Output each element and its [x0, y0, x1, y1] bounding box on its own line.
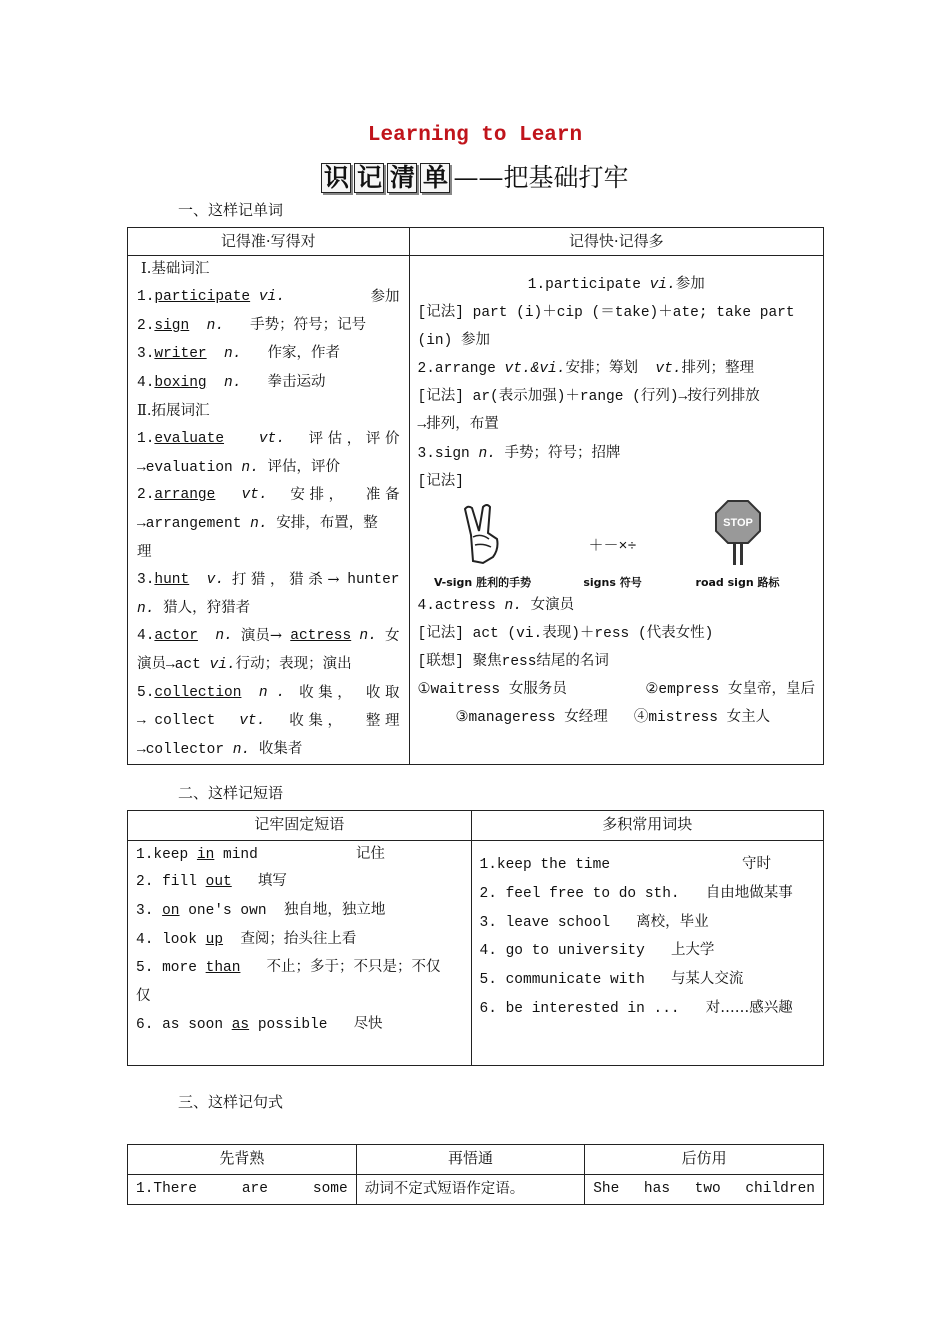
phrase-item: 5. more than 不止；多于；不只是；不仅	[136, 959, 441, 977]
memo-list: ①waitress 女服务员 ②empress 女皇帝，皇后	[417, 681, 815, 698]
sentences-col-header: 后仿用	[585, 1145, 824, 1175]
phrase-item: 3. on one's own 独自地，独立地	[136, 901, 386, 919]
chunk-item: 4. go to university 上大学	[479, 942, 715, 960]
memo-method: [记法] part (i)＋cip (＝take)＋ate; take part	[417, 304, 795, 321]
ext-vocab-heading: Ⅱ.拓展词汇	[137, 402, 210, 419]
vocab-item: 1.evaluate vt. 评 估 ， 评 价	[137, 430, 400, 447]
vocab-col-right-header: 记得快·记得多	[409, 228, 823, 256]
memo-method: (in) 参加	[417, 332, 491, 349]
vocab-item-derivative: → collect vt. 收 集 ， 整 理	[137, 712, 400, 729]
chunk-item: 1.keep the time 守时	[479, 856, 772, 873]
phrases-left-cell	[128, 841, 472, 1066]
victory-hand-icon	[453, 503, 513, 565]
memo-item: 1.participate vi.参加	[527, 276, 705, 293]
phrase-item: 4. look up 查阅；抬头往上看	[136, 930, 357, 948]
page-title: Learning to Learn	[367, 124, 583, 147]
phrases-col-left-header: 记牢固定短语	[128, 811, 472, 841]
vocab-item: 2.sign n. 手势；符号；记号	[137, 316, 367, 334]
stop-sign-text: STOP	[722, 516, 753, 529]
phrase-item: 2. fill out 填写	[136, 873, 287, 890]
sentences-col-header: 先背熟	[128, 1145, 357, 1175]
vocab-item: 5.collection n . 收 集 ， 收 取	[137, 684, 400, 701]
memo-method: [记法] act (vi.表现)＋ress (代表女性)	[417, 626, 714, 643]
signs-caption: signs 符号	[583, 576, 642, 590]
sentence-recite-cell: 1.There are some	[128, 1175, 357, 1205]
vsign-caption: V-sign 胜利的手势	[433, 576, 532, 590]
phrases-table	[127, 810, 824, 1066]
phrases-right-cell	[471, 841, 824, 1066]
memo-method: [记法] ar(表示加强)＋range (行列)→按行列排放	[417, 389, 760, 406]
phrase-item: 1.keep in mind 记住	[136, 846, 385, 863]
phrase-item: 6. as soon as possible 尽快	[136, 1015, 383, 1033]
vocab-right-cell	[409, 256, 823, 765]
memo-item: 3.sign n. 手势；符号；招牌	[417, 444, 621, 462]
section-heading-vocab: 一、这样记单词	[178, 201, 284, 219]
memo-method: →排列，布置	[417, 416, 499, 433]
chunk-item: 2. feel free to do sth. 自由地做某事	[479, 884, 793, 902]
basic-vocab-heading: Ⅰ.基础词汇	[141, 261, 210, 277]
vocab-item: 3.writer n. 作家，作者	[137, 345, 341, 363]
sentence-imitate-cell: She has two children	[585, 1175, 824, 1205]
vsign-figure	[418, 503, 548, 591]
memo-list: ③manageress 女经理 ④mistress 女主人	[455, 709, 771, 726]
sign-illustrations	[418, 498, 815, 590]
vocab-item-tail: 理	[137, 543, 152, 560]
memo-association: [联想] 聚焦ress结尾的名词	[417, 653, 609, 670]
vocab-item: 1.participate vi. 参加	[137, 288, 400, 305]
phrases-col-right-header: 多积常用词块	[471, 811, 824, 841]
vocab-item: 2.arrange vt. 安 排 ， 准 备	[137, 487, 400, 504]
roadsign-figure	[678, 499, 798, 591]
vocab-item-derivative: →collector n. 收集者	[137, 740, 303, 758]
chunk-item: 3. leave school 离校，毕业	[479, 913, 709, 931]
section-heading-phrases: 二、这样记短语	[178, 784, 284, 802]
subtitle	[0, 158, 950, 194]
vocab-col-left-header: 记得准·写得对	[128, 228, 410, 256]
vocab-item-derivative: 演员→act vi.行动；表现；演出	[137, 656, 352, 674]
vocab-item-derivative: n. 猎人，狩猎者	[137, 599, 251, 617]
sentence-understand-cell: 动词不定式短语作定语。	[356, 1175, 584, 1205]
section-heading-sentences: 三、这样记句式	[178, 1093, 284, 1111]
vocab-item: 3.hunt v. 打 猎 ， 猎 杀 → hunter	[137, 571, 400, 588]
subtitle-boxed-char: 记	[354, 163, 384, 193]
sentences-col-header: 再悟通	[356, 1145, 584, 1175]
memo-item: 2.arrange vt.&vi.安排；筹划 vt.排列；整理	[417, 360, 754, 378]
vocab-left-cell	[128, 256, 410, 765]
vocab-item-derivative: →evaluation n. 评估，评价	[137, 458, 341, 476]
subtitle-boxed-char: 识	[321, 163, 351, 193]
chunk-item: 5. communicate with 与某人交流	[479, 971, 744, 989]
phrase-item-tail: 仅	[136, 988, 151, 1005]
memo-method: [记法]	[417, 473, 464, 490]
math-symbols: ＋－×÷	[588, 538, 637, 556]
memo-item: 4.actress n. 女演员	[417, 597, 575, 615]
subtitle-text: ——把基础打牢	[453, 163, 629, 192]
vocab-table	[127, 227, 824, 765]
roadsign-caption: road sign 路标	[695, 576, 780, 590]
sentences-table	[127, 1144, 824, 1205]
vocab-item: 4.actor n. 演员→ actress n. 女	[137, 628, 400, 645]
chunk-item: 6. be interested in ... 对……感兴趣	[479, 999, 793, 1017]
subtitle-boxed-char: 单	[420, 163, 450, 193]
vocab-item-derivative: →arrangement n. 安排，布置，整	[137, 515, 378, 533]
signs-figure	[548, 528, 678, 590]
subtitle-boxed-char: 清	[387, 163, 417, 193]
stop-sign-icon	[714, 499, 762, 565]
vocab-item: 4.boxing n. 拳击运动	[137, 374, 326, 392]
